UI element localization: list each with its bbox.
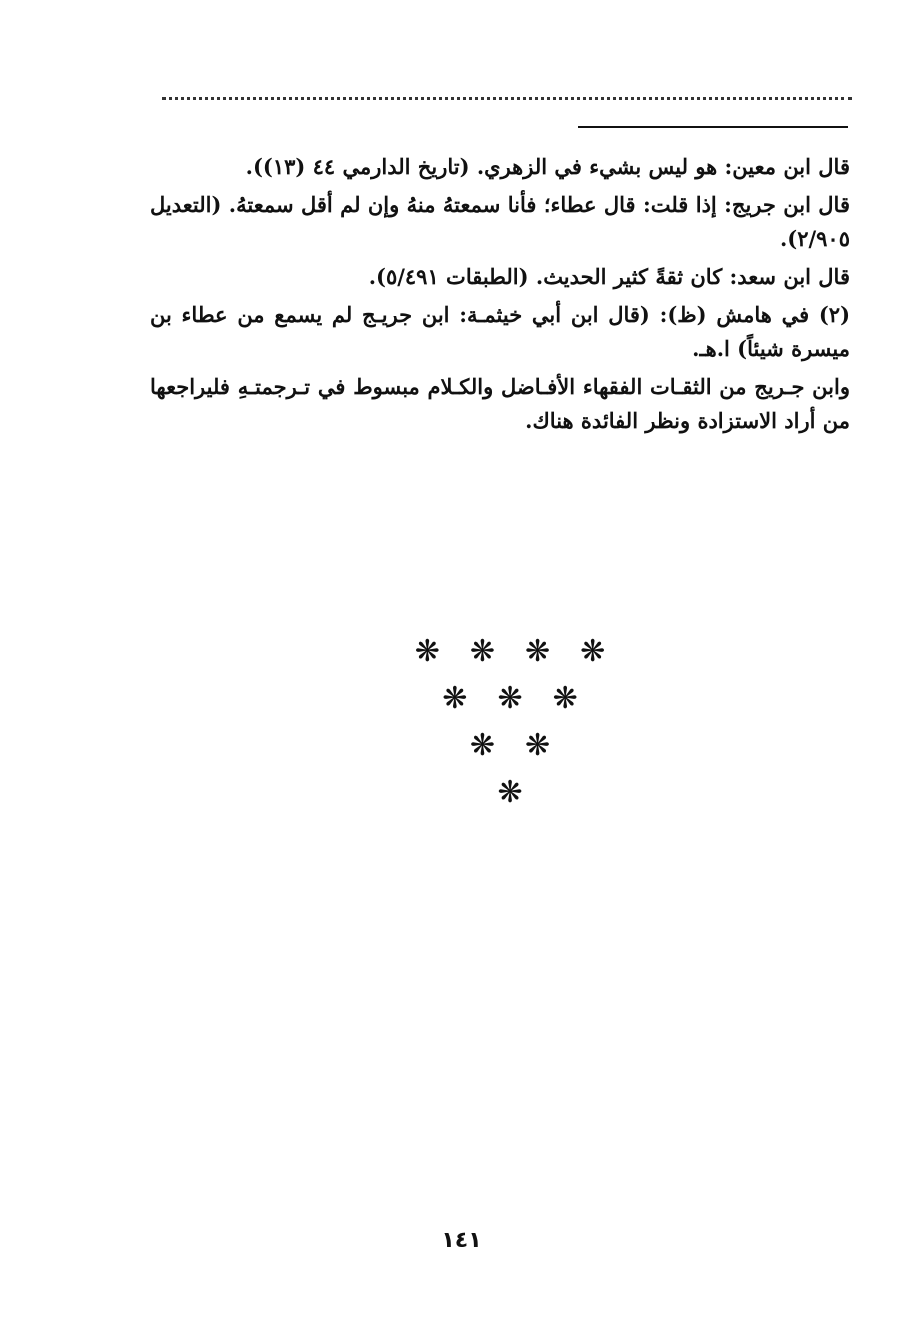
footnote-ibn-jurayj: قال ابن جريج: إذا قلت: قال عطاء؛ فأنا سمعتهُ منهُ وإن لم أقل سمعتهُ. (التعديل ٢/٩٠٥). (150, 192, 850, 251)
star-icon: ❋ (580, 634, 606, 669)
footnote-2-margin: (٢) في هامش (ظ): (قال ابن أبي خيثمـة: ابن جريـج لم يسمع من عطاء بن ميسرة شيئاً) ا.هـ. (150, 302, 850, 361)
dotted-separator (162, 97, 852, 100)
page-number: ١٤١ (441, 1228, 482, 1253)
star-icon: ❋ (442, 681, 468, 716)
star-icon: ❋ (497, 681, 523, 716)
footnote-rule (578, 126, 848, 128)
star-ornament (380, 628, 640, 816)
footnotes-section (150, 150, 850, 442)
star-icon: ❋ (525, 728, 551, 763)
footnote-ibn-saad: قال ابن سعد: كان ثقةً كثير الحديث. (الطبقات ٥/٤٩١). (368, 264, 850, 289)
star-row (380, 675, 640, 722)
star-icon: ❋ (414, 634, 440, 669)
star-icon: ❋ (552, 681, 578, 716)
star-icon: ❋ (469, 728, 495, 763)
footnote-conclusion: وابن جـريج من الثقـات الفقهاء الأفـاضل والكـلام مبسوط في تـرجمتـهِ فليراجعها من أراد الاستزادة ونظر الفائدة هناك. (150, 374, 850, 433)
star-row (380, 769, 640, 816)
footnote-ibn-main: قال ابن معين: هو ليس بشيء في الزهري. (تاريخ الدارمي ٤٤ (١٣)). (245, 154, 850, 179)
star-icon: ❋ (525, 634, 551, 669)
star-icon: ❋ (469, 634, 495, 669)
star-icon: ❋ (497, 775, 523, 810)
star-row (380, 722, 640, 769)
star-row (380, 628, 640, 675)
